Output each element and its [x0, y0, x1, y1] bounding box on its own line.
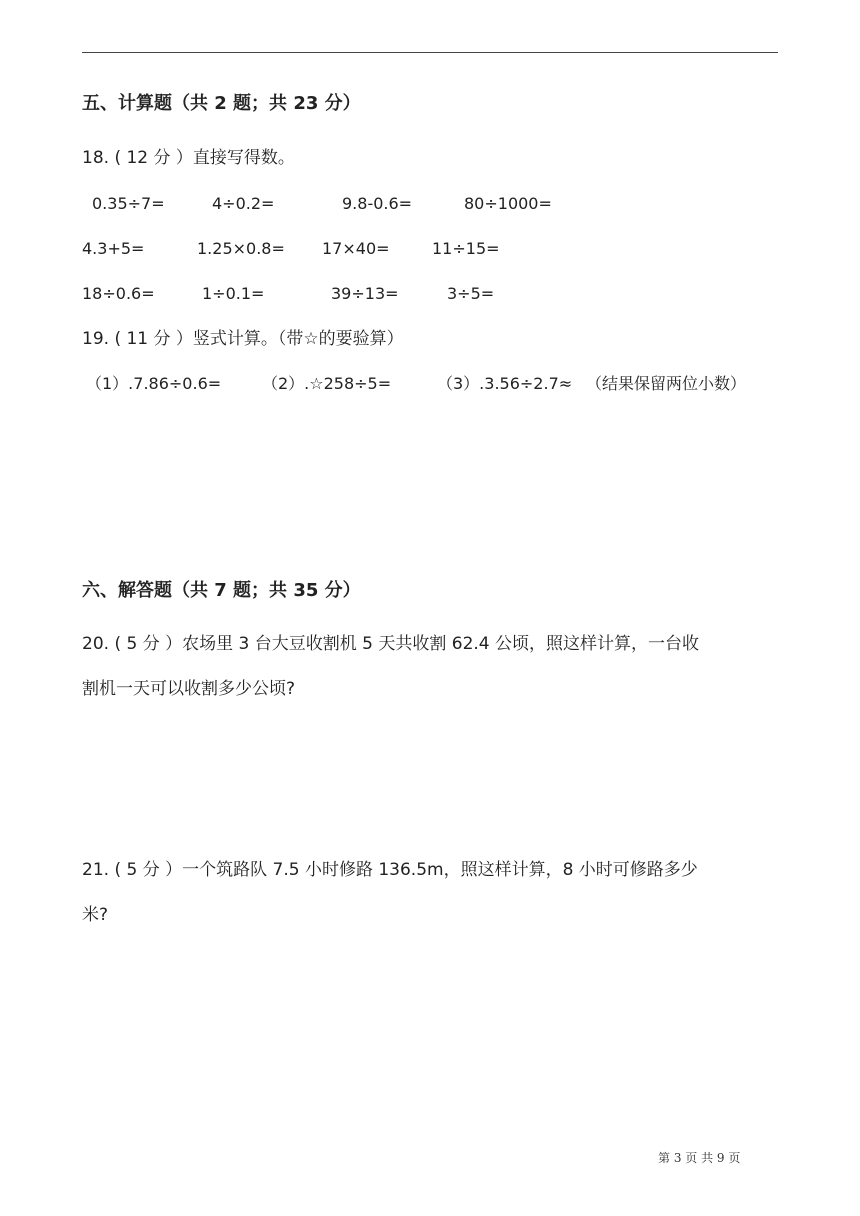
calc-item: 4.3+5= — [82, 239, 145, 258]
calc-item: 18÷0.6= — [82, 284, 155, 303]
question-20-line-2: 割机一天可以收割多少公顷? — [82, 679, 296, 699]
calc-item: 9.8-0.6= — [342, 194, 413, 213]
calc-item: 39÷13= — [331, 284, 399, 303]
page-number-footer: 第 3 页 共 9 页 — [658, 1151, 741, 1165]
vertical-calc-item: （1）.7.86÷0.6= — [86, 374, 222, 393]
calc-item: 1.25×0.8= — [197, 239, 285, 258]
question-21-line-1: 21. ( 5 分 ）一个筑路队 7.5 小时修路 136.5m，照这样计算，8 小时可修路多少 — [82, 860, 698, 880]
vertical-calc-item: （2）.☆258÷5= — [262, 374, 392, 393]
calc-item: 17×40= — [322, 239, 390, 258]
section-title-word-problems: 六、解答题（共 7 题；共 35 分） — [82, 580, 361, 601]
rounding-note: （结果保留两位小数） — [586, 374, 747, 393]
calc-item: 11÷15= — [432, 239, 500, 258]
calc-item: 80÷1000= — [464, 194, 552, 213]
vertical-calc-item: （3）.3.56÷2.7≈ — [437, 374, 573, 393]
calc-item: 0.35÷7= — [92, 194, 165, 213]
section-title-calculation: 五、计算题（共 2 题；共 23 分） — [82, 93, 361, 114]
header-rule — [82, 52, 778, 53]
question-20-line-1: 20. ( 5 分 ）农场里 3 台大豆收割机 5 天共收割 62.4 公顷，照这样计算，一台收 — [82, 634, 700, 654]
question-18-header: 18. ( 12 分 ）直接写得数。 — [82, 148, 295, 168]
calc-item: 1÷0.1= — [202, 284, 265, 303]
calc-item: 4÷0.2= — [212, 194, 275, 213]
question-19-header: 19. ( 11 分 ）竖式计算。（带☆的要验算） — [82, 329, 404, 349]
calc-item: 3÷5= — [447, 284, 495, 303]
question-21-line-2: 米? — [82, 905, 109, 925]
